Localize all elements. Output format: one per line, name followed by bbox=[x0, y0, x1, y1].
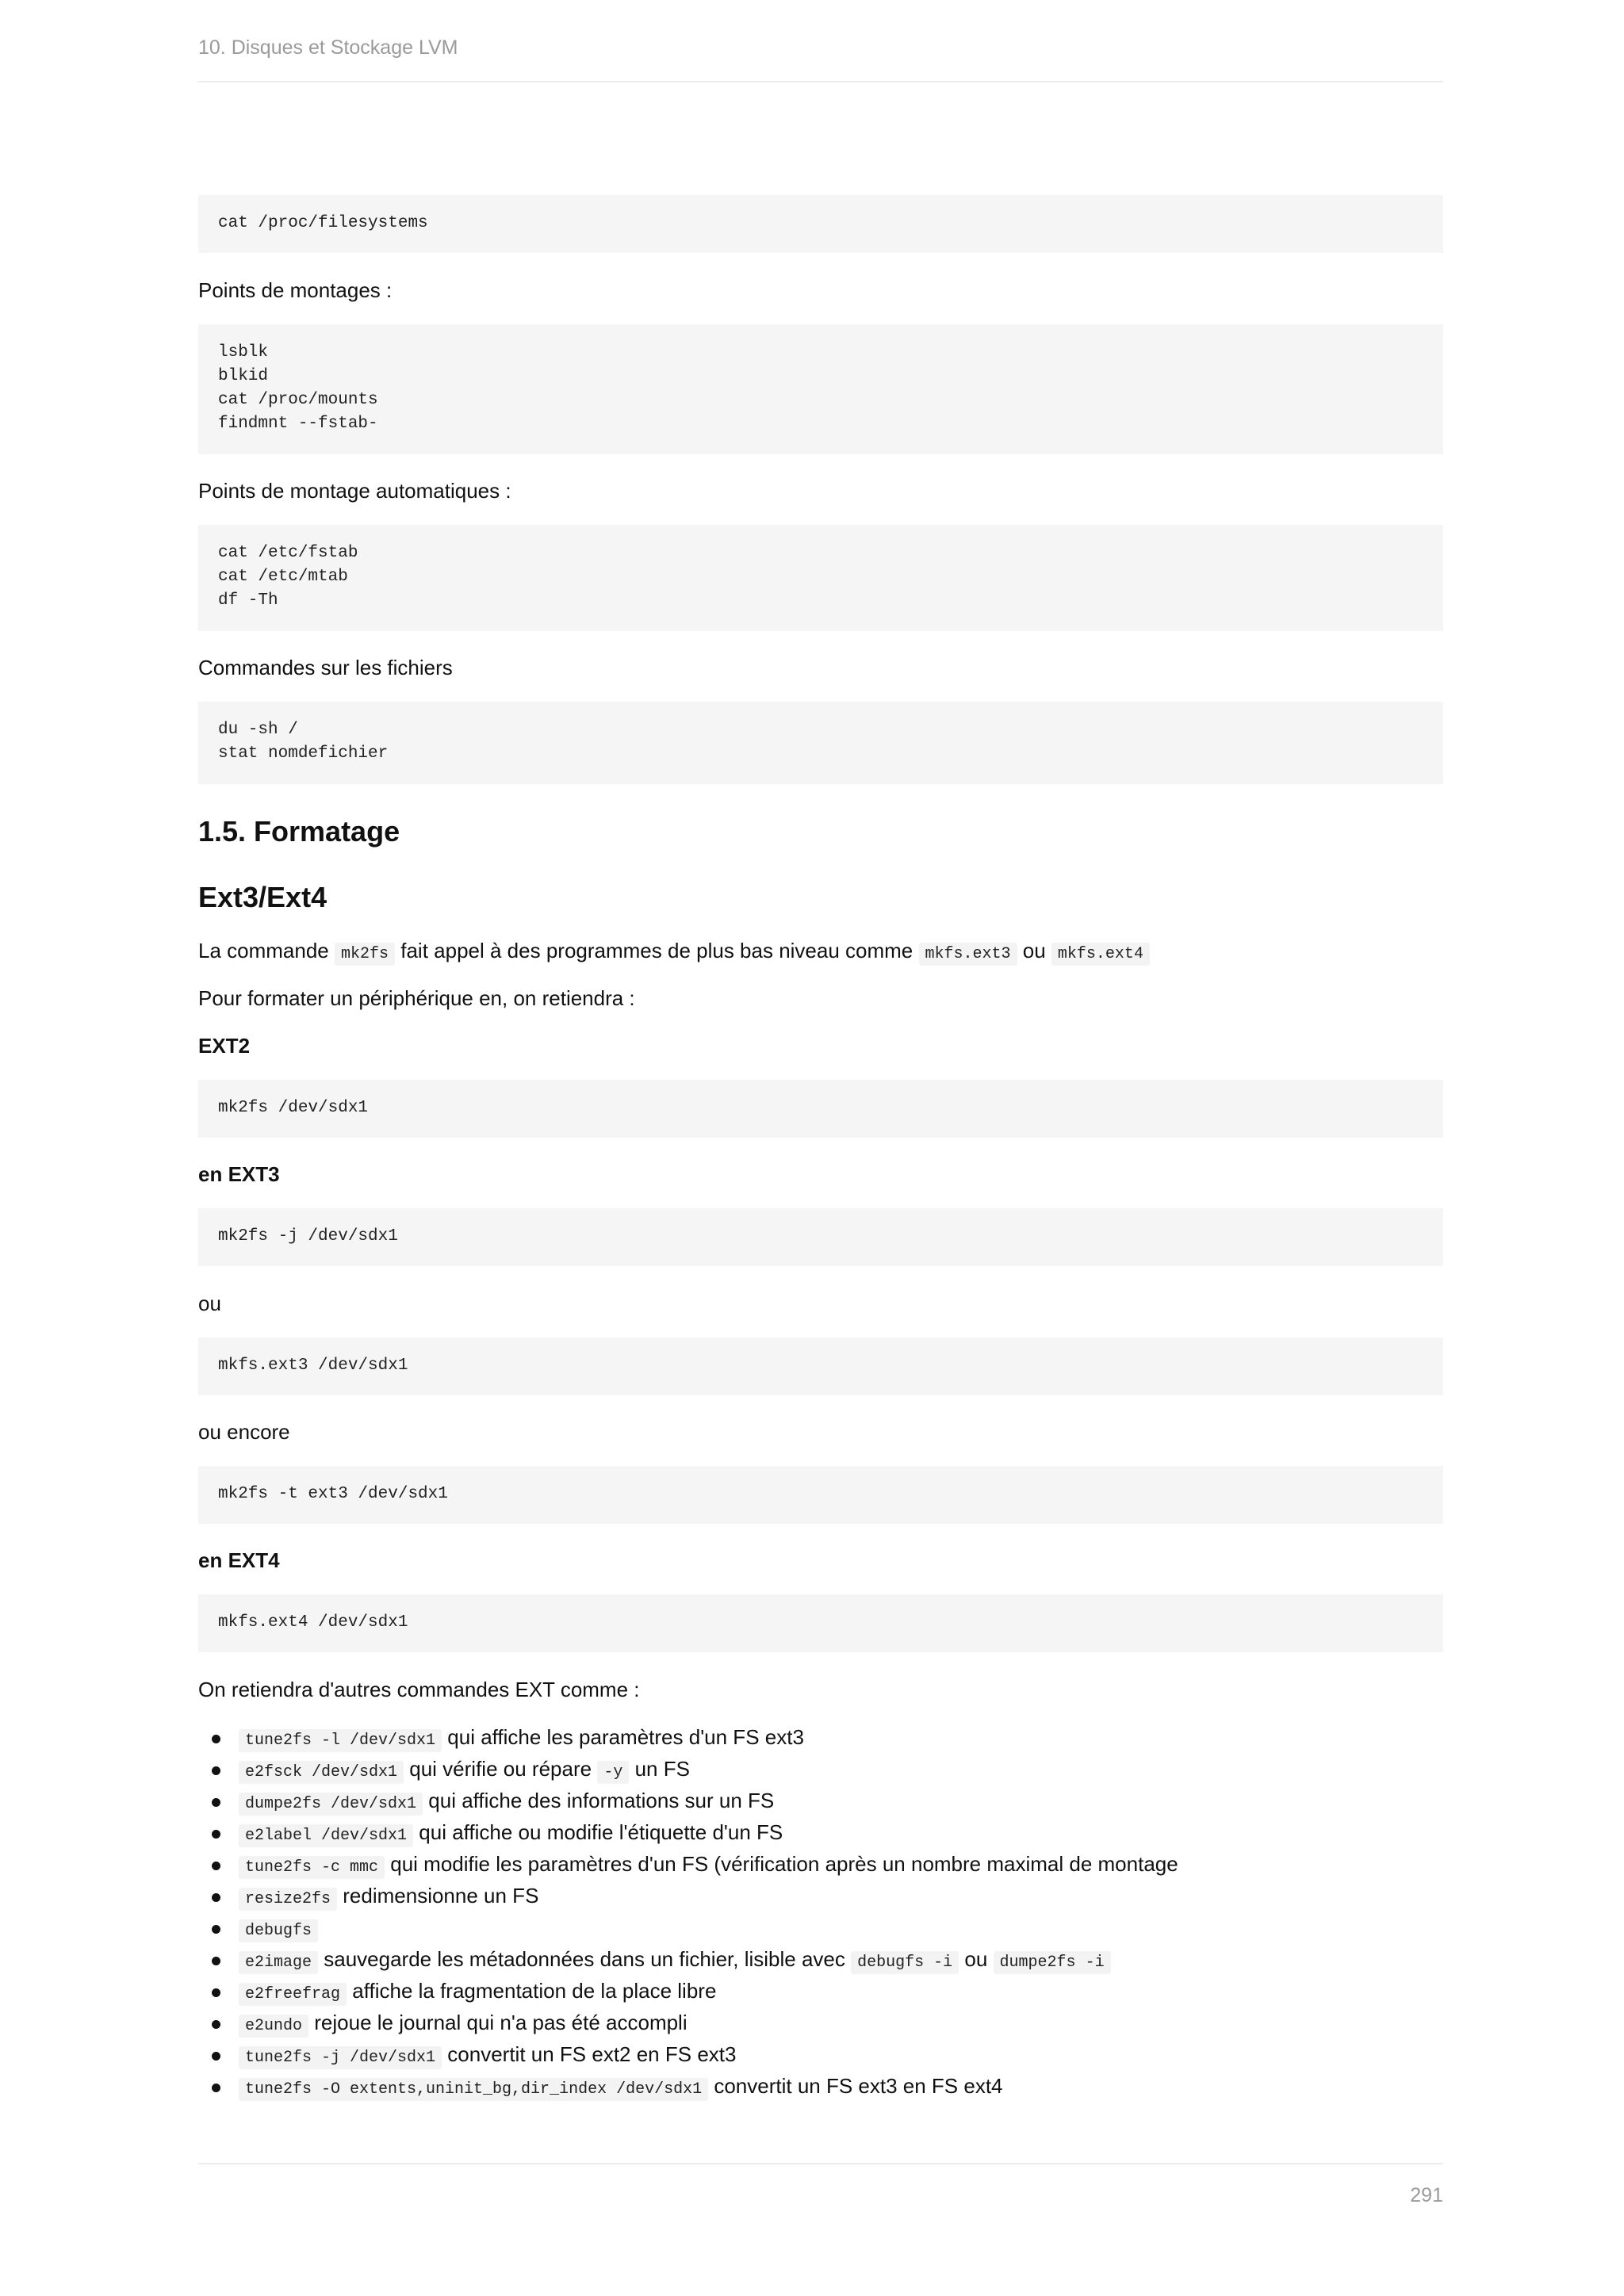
list-item-text: affiche la fragmentation de la place libre bbox=[352, 1979, 717, 2003]
subsection-heading: Ext3/Ext4 bbox=[198, 881, 327, 913]
bullet-icon bbox=[212, 1766, 220, 1775]
inline-code: e2label /dev/sdx1 bbox=[239, 1824, 413, 1847]
inline-code: tune2fs -c mmc bbox=[239, 1856, 385, 1879]
inline-code: debugfs -i bbox=[851, 1951, 959, 1974]
files-label: Commandes sur les fichiers bbox=[198, 656, 453, 679]
ext4-label: en EXT4 bbox=[198, 1548, 280, 1572]
intro-paragraph bbox=[198, 939, 1150, 963]
code-line: mkfs.ext3 /dev/sdx1 bbox=[218, 1357, 408, 1375]
code-line: mkfs.ext4 /dev/sdx1 bbox=[218, 1613, 408, 1632]
list-item-text: convertit un FS ext3 en FS ext4 bbox=[714, 2074, 1003, 2098]
code-line: cat /proc/mounts bbox=[218, 391, 378, 409]
inline-code: e2freefrag bbox=[239, 1983, 347, 2006]
header-rule bbox=[198, 81, 1443, 82]
other-commands-label: On retiendra d'autres commandes EXT comme : bbox=[198, 1678, 640, 1701]
code-line: findmnt --fstab- bbox=[218, 415, 378, 433]
page-number: 291 bbox=[1410, 2184, 1443, 2206]
inline-code: e2fsck /dev/sdx1 bbox=[239, 1761, 404, 1784]
inline-code: dumpe2fs /dev/sdx1 bbox=[239, 1793, 423, 1816]
code-line: stat nomdefichier bbox=[218, 744, 389, 763]
list-item-text: qui affiche des informations sur un FS bbox=[428, 1789, 775, 1812]
code-block-auto-mount bbox=[198, 525, 1443, 631]
inline-code: dumpe2fs -i bbox=[994, 1951, 1111, 1974]
auto-mount-label: Points de montage automatiques : bbox=[198, 479, 511, 503]
inline-code: mkfs.ext4 bbox=[1051, 943, 1150, 966]
or-label: ou bbox=[198, 1292, 221, 1315]
ext3-label: en EXT3 bbox=[198, 1162, 280, 1186]
code-block-points bbox=[198, 324, 1443, 454]
code-line: cat /proc/filesystems bbox=[218, 214, 428, 232]
code-line: mk2fs -j /dev/sdx1 bbox=[218, 1227, 398, 1246]
inline-code: tune2fs -j /dev/sdx1 bbox=[239, 2046, 442, 2069]
code-block-mkfs-ext3 bbox=[198, 1337, 1443, 1395]
inline-code: debugfs bbox=[239, 1919, 318, 1942]
list-item-text: sauvegarde les métadonnées dans un fichier, lisible avec bbox=[324, 1947, 845, 1971]
code-block-files bbox=[198, 702, 1443, 784]
intro-text: La commande bbox=[198, 939, 329, 962]
bullet-icon bbox=[212, 2084, 220, 2092]
footer-rule bbox=[198, 2163, 1443, 2164]
bullet-icon bbox=[212, 1862, 220, 1870]
code-line: mk2fs /dev/sdx1 bbox=[218, 1099, 369, 1117]
inline-code: tune2fs -l /dev/sdx1 bbox=[239, 1729, 442, 1752]
bullet-icon bbox=[212, 2020, 220, 2029]
list-item-text: convertit un FS ext2 en FS ext3 bbox=[447, 2042, 737, 2066]
list-item-text: redimensionne un FS bbox=[343, 1884, 539, 1908]
ext2-label: EXT2 bbox=[198, 1034, 251, 1058]
code-block-filesystems bbox=[198, 195, 1443, 253]
inline-code: e2image bbox=[239, 1951, 318, 1974]
list-item-text: qui affiche ou modifie l'étiquette d'un FS bbox=[419, 1820, 783, 1844]
intro-text: ou bbox=[1022, 939, 1046, 962]
code-line: lsblk bbox=[218, 343, 269, 362]
points-label: Points de montages : bbox=[198, 278, 393, 302]
code-line: cat /etc/fstab bbox=[218, 544, 358, 562]
bullet-icon bbox=[212, 1988, 220, 1997]
code-line: df -Th bbox=[218, 591, 278, 610]
list-item-text: qui modifie les paramètres d'un FS (vérification après un nombre maximal de montage bbox=[390, 1852, 1178, 1876]
running-header: 10. Disques et Stockage LVM bbox=[198, 36, 458, 59]
list-item-text: rejoue le journal qui n'a pas été accompli bbox=[314, 2011, 688, 2034]
inline-code: resize2fs bbox=[239, 1888, 337, 1911]
code-block-ext2 bbox=[198, 1080, 1443, 1138]
bullet-icon bbox=[212, 1893, 220, 1902]
code-line: blkid bbox=[218, 367, 269, 385]
inline-code: e2undo bbox=[239, 2015, 308, 2038]
inline-code: mk2fs bbox=[335, 943, 395, 966]
intro-text: fait appel à des programmes de plus bas niveau comme bbox=[400, 939, 914, 962]
inline-code: -y bbox=[597, 1761, 629, 1784]
bullet-icon bbox=[212, 1925, 220, 1934]
list-item-text: ou bbox=[964, 1947, 988, 1971]
document-page bbox=[198, 0, 1443, 2296]
inline-code: tune2fs -O extents,uninit_bg,dir_index /dev/sdx1 bbox=[239, 2078, 708, 2101]
code-block-ext4 bbox=[198, 1594, 1443, 1652]
code-line: du -sh / bbox=[218, 721, 298, 739]
or-again-label: ou encore bbox=[198, 1420, 290, 1444]
bullet-icon bbox=[212, 1735, 220, 1743]
code-block-ext3-j bbox=[198, 1208, 1443, 1266]
list-item-text: un FS bbox=[634, 1757, 690, 1781]
code-line: mk2fs -t ext3 /dev/sdx1 bbox=[218, 1485, 448, 1503]
bullet-icon bbox=[212, 2052, 220, 2061]
code-block-ext3-t bbox=[198, 1466, 1443, 1524]
code-line: cat /etc/mtab bbox=[218, 568, 348, 586]
bullet-icon bbox=[212, 1957, 220, 1965]
bullet-icon bbox=[212, 1830, 220, 1839]
format-label: Pour formater un périphérique en, on retiendra : bbox=[198, 986, 635, 1010]
list-item-text: qui vérifie ou répare bbox=[409, 1757, 592, 1781]
section-heading: 1.5. Formatage bbox=[198, 815, 400, 848]
inline-code: mkfs.ext3 bbox=[919, 943, 1017, 966]
list-item-text: qui affiche les paramètres d'un FS ext3 bbox=[447, 1725, 804, 1749]
bullet-icon bbox=[212, 1798, 220, 1807]
